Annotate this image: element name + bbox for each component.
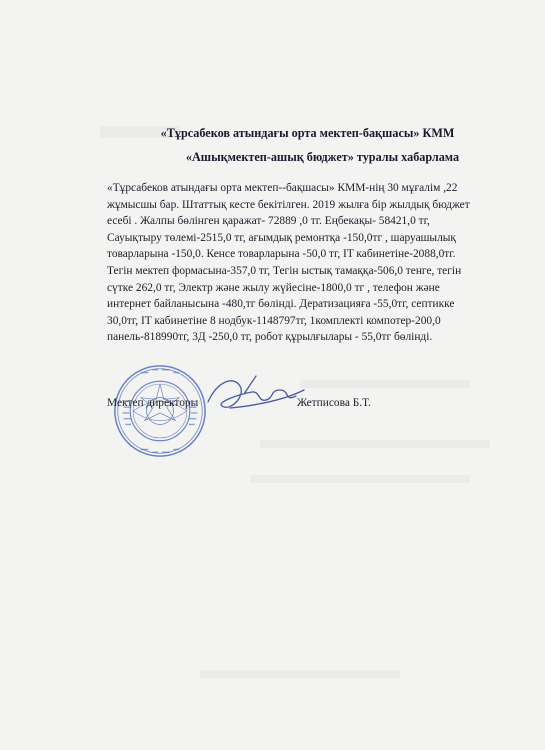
signature-role: Мектеп директоры bbox=[107, 397, 199, 409]
document-title-line-1: «Тұрсабеков атындағы орта мектеп-бақшасы» КММ bbox=[160, 126, 455, 140]
body-line: сүтке 262,0 тг, Электр және жылу жүйесіне-1800,0 тг , телефон және bbox=[107, 281, 440, 294]
body-line: Тегін мектеп формасына-357,0 тг, Тегін ыстық тамаққа-506,0 тенге, тегін bbox=[107, 264, 462, 277]
signature-name: Жетписова Б.Т. bbox=[297, 397, 371, 409]
body-line: есебі . Жалпы бөлінген қаражат- 72889 ,0 тг. Еңбекақы- 58421,0 тг, bbox=[107, 215, 430, 228]
bleed-through-shade bbox=[260, 440, 490, 448]
body-line: 30,0тг, IT кабинетіне 8 нодбук-1148797тг, 1комплекті компотер-200,0 bbox=[107, 314, 441, 327]
bleed-through-shade bbox=[300, 380, 470, 388]
document-body bbox=[107, 180, 499, 346]
body-line: товарларына -150,0. Кенсе товарларына -50,0 тг, IT кабинетіне-2088,0тг. bbox=[107, 248, 456, 261]
official-seal-icon bbox=[112, 363, 208, 459]
body-line: панель-818990тг, 3Д -250,0 тг, робот құрылғылары - 55,0тг бөлінді. bbox=[107, 331, 433, 344]
body-line: Сауықтыру төлемі-2515,0 тг, ағымдық ремонтқа -150,0тг , шаруашылық bbox=[107, 231, 456, 244]
document-title-line-2: «Ашықмектеп-ашық бюджет» туралы хабарлама bbox=[185, 150, 460, 164]
body-line: интернет байланысына -480,тг бөлінді. Дератизацияға -55,0тг, септикке bbox=[107, 298, 455, 311]
handwritten-signature-icon bbox=[200, 372, 310, 422]
bleed-through-shade bbox=[250, 475, 470, 483]
bleed-through-shade bbox=[200, 670, 400, 678]
body-line: «Тұрсабеков атындағы орта мектеп--бақшасы» КММ-нің 30 мұғалім ,22 bbox=[107, 182, 458, 194]
body-line: жұмысшы бар. Штаттық кесте бекітілген. 2019 жылға бір жылдық бюджет bbox=[107, 198, 470, 211]
